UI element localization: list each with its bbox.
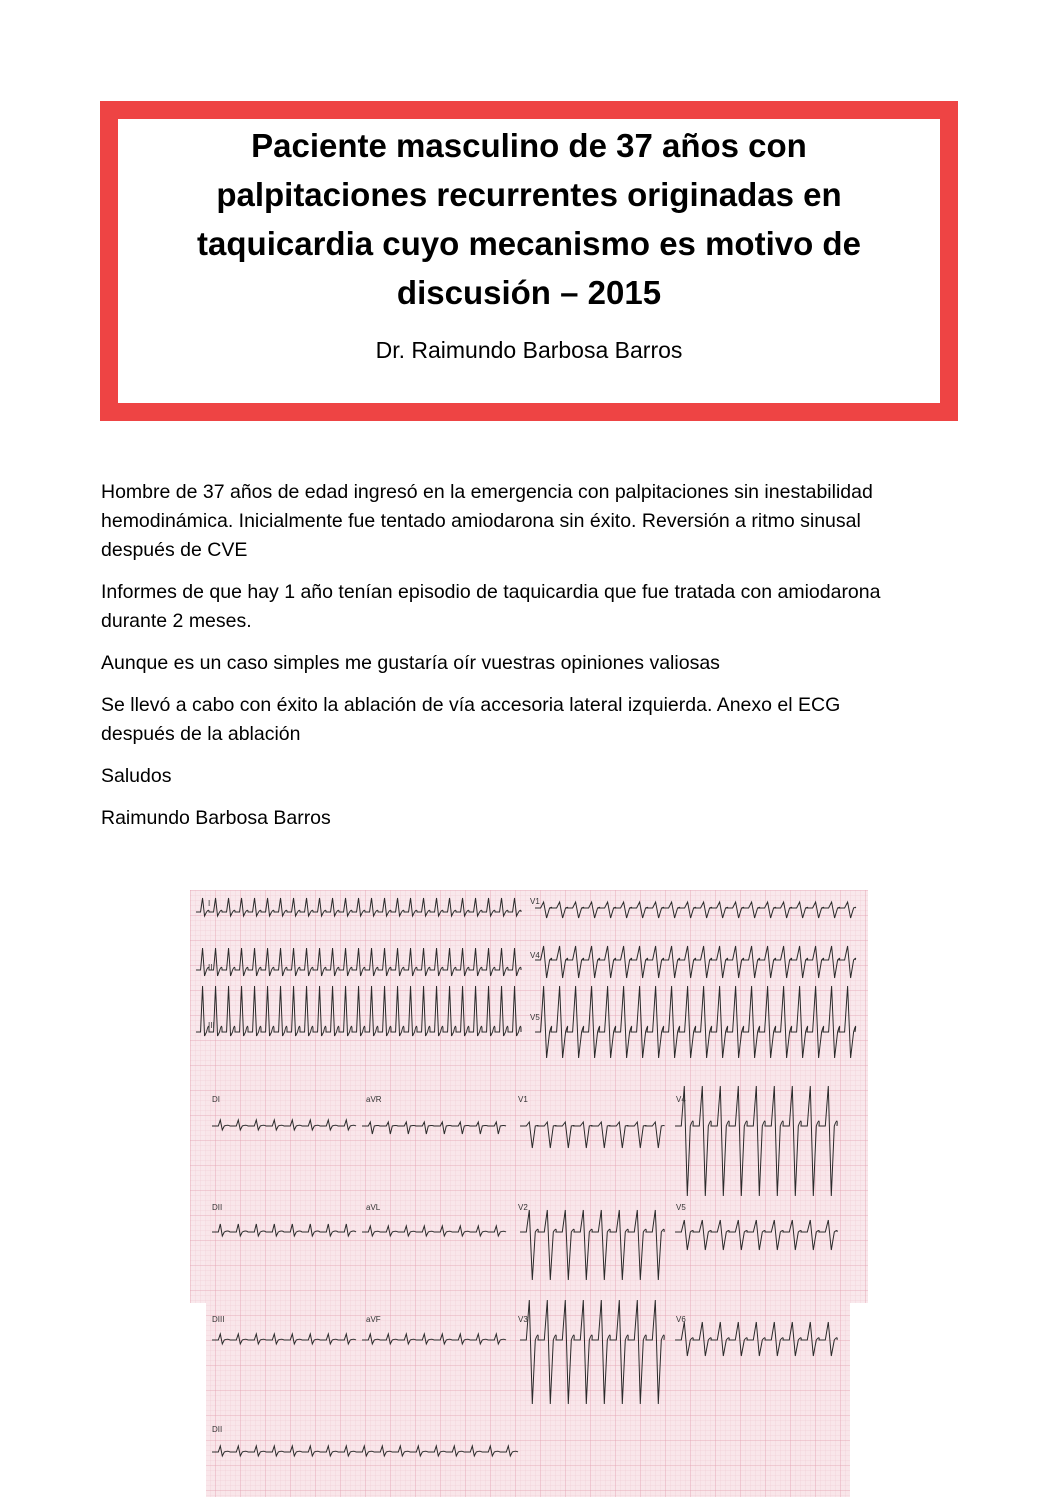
title-line: palpitaciones recurrentes originadas en xyxy=(216,176,842,213)
ecg-lead-label: II xyxy=(208,963,213,972)
ecg-lead-label: V4 xyxy=(530,951,540,960)
ecg-strip-post-ablation xyxy=(206,1070,850,1497)
ecg-lead-label: V1 xyxy=(530,897,540,906)
ecg-lead-label: DII xyxy=(212,1425,223,1434)
title-line: discusión – 2015 xyxy=(396,274,662,311)
ecg-lead-label: V5 xyxy=(676,1203,686,1212)
ecg-lead-label: DI xyxy=(212,1095,220,1104)
paragraph-signature xyxy=(101,804,971,833)
paragraph-history xyxy=(101,578,971,636)
ecg-lead-label: aVL xyxy=(366,1203,381,1212)
paragraph-greeting xyxy=(101,762,971,791)
ecg-lead-label: III xyxy=(208,1021,215,1030)
text-line: después de CVE xyxy=(101,539,248,561)
title-box xyxy=(100,101,958,421)
text-line: Aunque es un caso simples me gustaría oír vuestras opiniones valiosas xyxy=(101,652,720,674)
text-line: hemodinámica. Inicialmente fue tentado amiodarona sin éxito. Reversión a ritmo sinusal xyxy=(101,510,861,532)
ecg-lead-label: V2 xyxy=(518,1203,528,1212)
ecg-lead-label: V4 xyxy=(676,1095,686,1104)
ecg-image xyxy=(190,890,870,1497)
page-title xyxy=(118,119,940,317)
ecg-lead-label: V5 xyxy=(530,1013,540,1022)
title-line: Paciente masculino de 37 años con xyxy=(251,127,807,164)
ecg-lead-label: DII xyxy=(212,1203,223,1212)
text-line: Saludos xyxy=(101,765,172,787)
ecg-lead-label: DIII xyxy=(212,1315,225,1324)
text-line: Se llevó a cabo con éxito la ablación de vía accesoria lateral izquierda. Anexo el ECG xyxy=(101,694,841,716)
ecg-lead-label: I xyxy=(208,899,211,908)
paragraph-request xyxy=(101,649,971,678)
body-text xyxy=(101,478,971,846)
ecg-lead-label: aVF xyxy=(366,1315,381,1324)
ecg-lead-label: V1 xyxy=(518,1095,528,1104)
text-line: Informes de que hay 1 año tenían episodio de taquicardia que fue tratada con amiodarona xyxy=(101,581,881,603)
text-line: después de la ablación xyxy=(101,723,301,745)
paragraph-case xyxy=(101,478,971,565)
title-line: taquicardia cuyo mecanismo es motivo de xyxy=(197,225,861,262)
ecg-lead-label: aVR xyxy=(366,1095,382,1104)
text-line: durante 2 meses. xyxy=(101,610,252,632)
ecg-lead-label: V3 xyxy=(518,1315,528,1324)
ecg-lead-label: V6 xyxy=(676,1315,686,1324)
paragraph-ablation xyxy=(101,691,971,749)
text-line: Raimundo Barbosa Barros xyxy=(101,807,331,829)
text-line: Hombre de 37 años de edad ingresó en la emergencia con palpitaciones sin inestabilidad xyxy=(101,481,873,503)
author-name: Dr. Raimundo Barbosa Barros xyxy=(375,337,683,363)
